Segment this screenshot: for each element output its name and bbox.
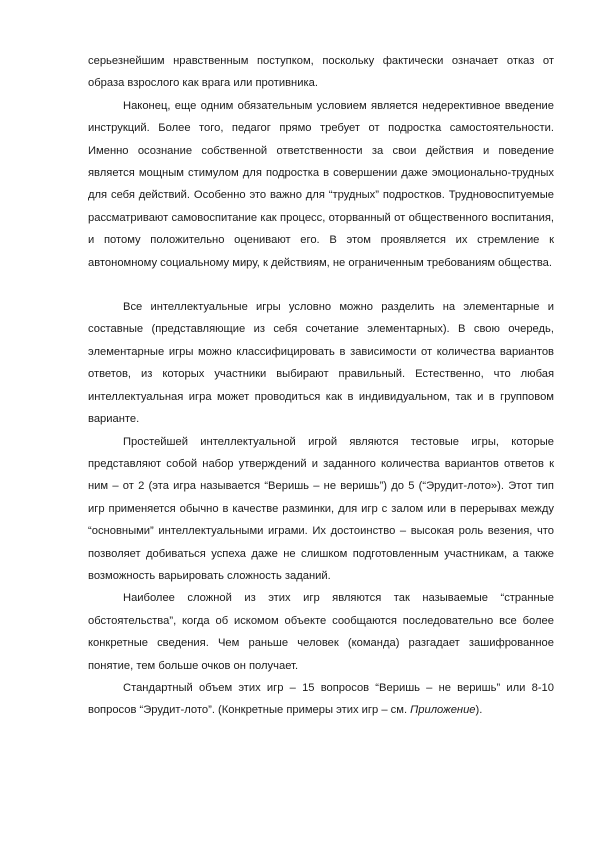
paragraph-1: серьезнейшим нравственным поступком, поскольку фактически означает отказ от образа взрослого как врага или противника. — [88, 55, 554, 90]
paragraph-6-text: Стандартный объем этих игр – 15 вопросов “Веришь – не веришь” или 8-10 вопросов “Эрудит-лото”. (Конкретные примеры этих игр – см. — [88, 681, 554, 717]
paragraph-2: Наконец, еще одним обязательным условием является недерективное введение инструкций. Более того, педагог прямо требует от подростка самостоятельности. Именно осознание собственной ответственности за свои действия и поведение является мощным стимулом для подростка в совершении даже эмоционально-трудных для себя действий. Особенно это важно для “трудных” подростков. Трудновоспитуемые рассматривают самовоспитание как процесс, оторванный от общественного воспитания, и потому положительно оценивают его. В этом проявляется их стремление к автономному социальному миру, к действиям, не ограниченным требованиям общества. — [88, 99, 554, 269]
appendix-reference: Приложение — [410, 704, 476, 717]
paragraph-4: Простейшей интеллектуальной игрой являются тестовые игры, которые представляют собой набор утверждений и заданного количества вариантов ответов к ним – от 2 (эта игра называется “Веришь – не веришь”) до 5 (“Эрудит-лото»). Этот тип игр применяется обычно в качестве разминки, для игр с залом или в перерывах между “основными” интеллектуальными играми. Их достоинство – высокая роль везения, что позволяет добиваться успеха даже не слишком подготовленным участникам, а также возможность варьировать сложность заданий. — [88, 435, 554, 582]
paragraph-3: Все интеллектуальные игры условно можно разделить на элементарные и составные (представляющие из себя сочетание элементарных). В свою очередь, элементарные игры можно классифицировать в зависимости от количества вариантов ответов, из которых участники выбирают правильный. Естественно, что любая интеллектуальная игра может проводиться как в индивидуальном, так и в групповом варианте. — [88, 301, 554, 426]
document-page — [88, 50, 554, 722]
paragraph-5: Наиболее сложной из этих игр являются так называемые “странные обстоятельства”, когда об искомом объекте сообщаются последовательно все более конкретные сведения. Чем раньше человек (команда) разгадает зашифрованное понятие, тем больше очков он получает. — [88, 592, 554, 672]
paragraph-gap — [88, 274, 554, 296]
paragraph-6 — [88, 677, 554, 722]
paragraph-6-end: ). — [475, 704, 483, 717]
